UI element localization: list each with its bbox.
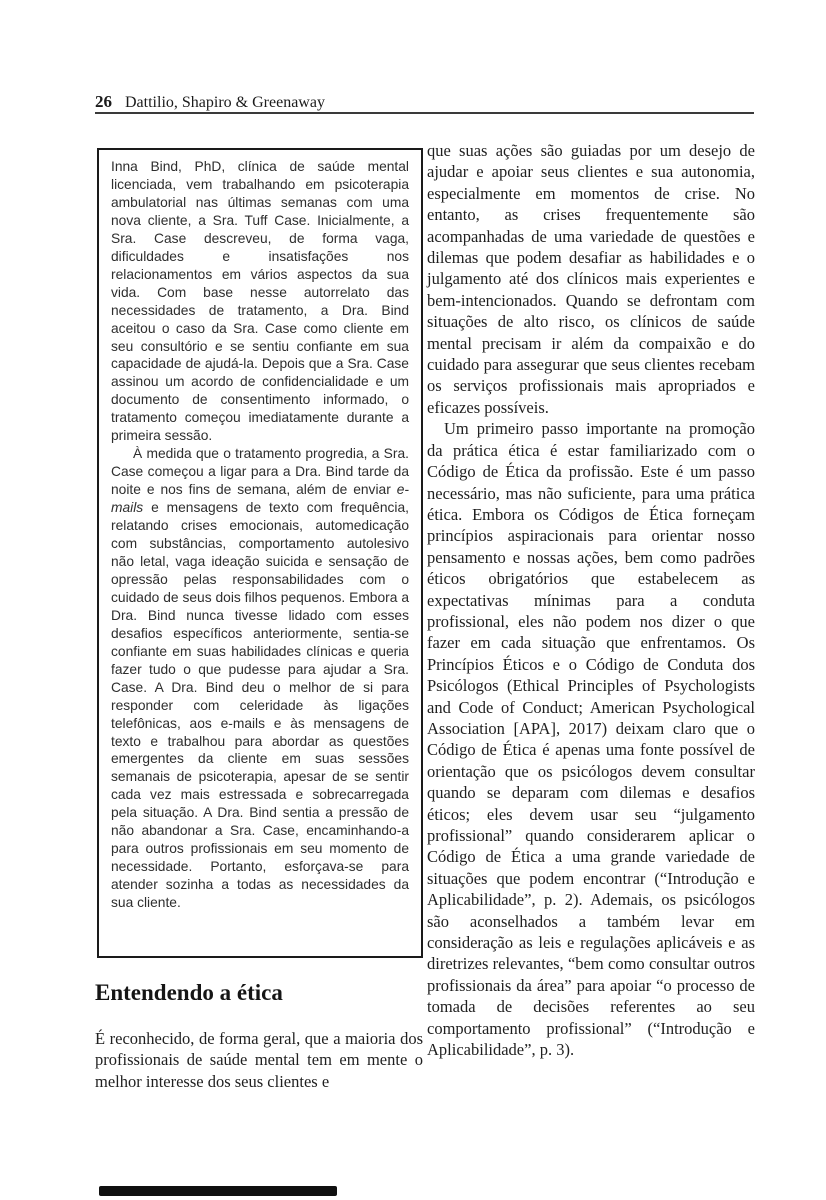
page-number: 26 (95, 92, 112, 111)
left-body-paragraph: É reconhecido, de forma geral, que a maioria dos profissionais de saúde mental tem em mente o melhor interesse dos seus clientes e (95, 1029, 423, 1091)
footer-bar (99, 1186, 337, 1196)
section-heading: Entendendo a ética (95, 980, 283, 1005)
case-study-box (97, 148, 423, 958)
page-header (95, 92, 755, 112)
case-paragraph-1: Inna Bind, PhD, clínica de saúde mental licenciada, vem trabalhando em psicoterapia ambulatorial nas últimas semanas com uma nova cliente, a Sra. Tuff Case. Inicialmente, a Sra. Case descreveu, de forma vaga, dificuldades e insatisfações nos relacionamentos em vários aspectos da sua vida. Com base nesse autorrelato das necessidades de tratamento, a Dra. Bind aceitou o caso da Sra. Case como cliente em seu consultório e se sentiu confiante em sua capacidade de ajudá-la. Depois que a Sra. Case assinou um acordo de confidencialidade e um documento de consentimento informado, o tratamento começou imediatamente durante a primeira sessão. (111, 159, 409, 444)
right-body-paragraph-1: que suas ações são guiadas por um desejo de ajudar e apoiar seus clientes e sua autonomia, especialmente em momentos de crise. No entanto, as crises frequentemente são acompanhadas de uma variedade de questões e dilemas que podem desafiar as habilidades e o julgamento até dos clínicos mais experientes e bem-intencionados. Quando se defrontam com situações de alto risco, os clínicos de saúde mental precisam ir além da compaixão e do cuidado para assegurar que seus clientes recebam os serviços profissionais mais apropriados e eficazes possíveis. (427, 141, 755, 417)
case-paragraph-2: À medida que o tratamento progredia, a Sra. Case começou a ligar para a Dra. Bind tarde da noite e nos fins de semana, além de enviar e-mails e mensagens de texto com frequência, relatando crises emocionais, automedicação com substâncias, comportamento autolesivo não letal, vaga ideação suicida e sensação de opressão pelas responsabilidades com o cuidado de seus dois filhos pequenos. Embora a Dra. Bind nunca tivesse lidado com esses desafios específicos anteriormente, sentia-se confiante em suas habilidades clínicas e queria fazer tudo o que pudesse para ajudar a Sra. Case. A Dra. Bind deu o melhor de si para responder com celeridade às ligações telefônicas, aos e-mails e às mensagens de texto e trabalhou para abordar as questões emergentes da cliente em suas sessões semanais de psicoterapia, apesar de se sentir cada vez mais estressada e sobrecarregada pela situação. A Dra. Bind sentia a pressão de não abandonar a Sra. Case, encaminhando-a para outros profissionais em seu momento de necessidade. Portanto, esforçava-se para atender sozinha a todas as necessidades da sua cliente. (111, 446, 409, 911)
right-body-paragraph-2: Um primeiro passo importante na promoção da prática ética é estar familiarizado com o Código de Ética da profissão. Este é um passo necessário, mas não suficiente, para uma prática ética. Embora os Códigos de Ética forneçam princípios aspiracionais para orientar nosso pensamento e nossas ações, bem como padrões éticos obrigatórios que estabelecem as expectativas mínimas para a conduta profissional, eles não podem nos dizer o que fazer em cada situação que enfrentamos. Os Princípios Éticos e o Código de Conduta dos Psicólogos (Ethical Principles of Psychologists and Code of Conduct; American Psychological Association [APA], 2017) deixam claro que o Código de Ética é apenas uma fonte possível de orientação que os psicólogos devem consultar quando se deparam com dilemas e desafios éticos; eles devem usar seu “julgamento profissional” quando considerarem aplicar o Código de Ética a uma grande variedade de situações que podem encontrar (“Introdução e Aplicabilidade”, p. 2). Ademais, os psicólogos são aconselhados a também levar em consideração as leis e regulações aplicáveis e as diretrizes relevantes, “bem como consultar outros profissionais da área” para apoiar “o processo de tomada de decisões referentes ao seu comportamento profissional” (“Introdução e Aplicabilidade”, p. 3). (427, 419, 755, 1060)
header-rule (95, 112, 754, 114)
running-head: Dattilio, Shapiro & Greenaway (125, 94, 325, 111)
right-column (427, 140, 755, 1060)
